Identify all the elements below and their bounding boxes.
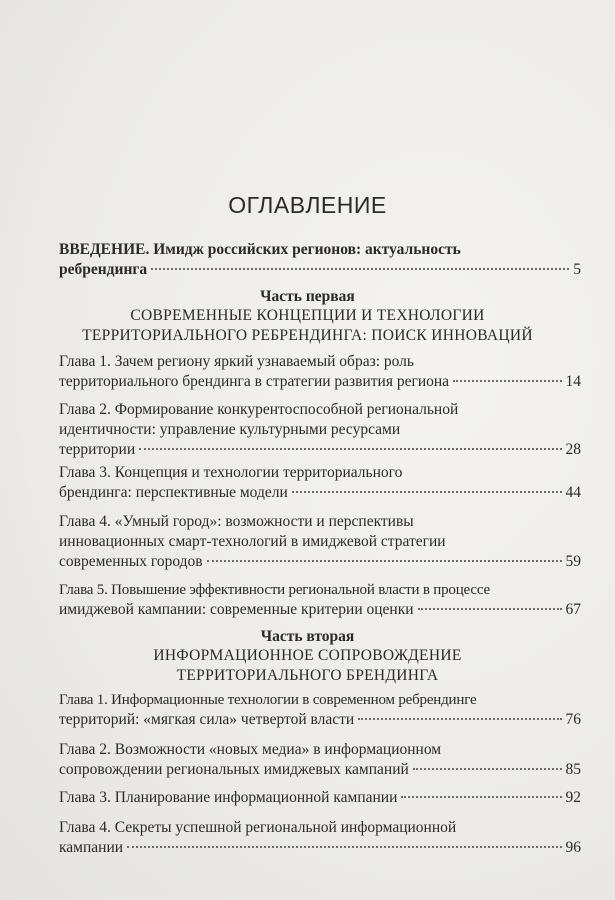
toc-entry-line: идентичности: управление культурными ресурсами — [59, 421, 401, 438]
toc-entry-text: сопровождении региональных имиджевых кампаний — [59, 761, 409, 778]
intro-line-text: ребрендинга — [59, 261, 148, 278]
toc-entry-line — [59, 240, 581, 260]
toc-entry-last-line — [59, 260, 581, 280]
toc-entry-line: Глава 5. Повышение эффективности региональной власти в процессе — [59, 582, 490, 598]
page-number: 44 — [565, 484, 581, 501]
page-number: 28 — [565, 441, 581, 458]
toc-entry-intro[interactable] — [59, 240, 581, 280]
dot-leader — [127, 846, 561, 848]
page-number: 14 — [565, 373, 581, 390]
toc-entry-text: Глава 3. Планирование информационной кампании — [59, 789, 398, 806]
intro-line-text: Имидж российских регионов: актуальность — [149, 241, 461, 258]
page-number: 67 — [565, 601, 581, 618]
toc-entry-last-line — [59, 372, 581, 392]
toc-entry[interactable] — [59, 740, 581, 780]
intro-bold-label: ВВЕДЕНИЕ. — [59, 241, 150, 258]
part-heading — [0, 646, 615, 686]
toc-entry-line: Глава 1. Зачем региону яркий узнаваемый образ: роль — [59, 353, 414, 370]
toc-entry[interactable] — [59, 512, 581, 572]
toc-entry-last-line — [59, 600, 581, 620]
toc-entry[interactable] — [59, 463, 581, 503]
toc-entry-text: территории — [59, 441, 136, 458]
page-number: 59 — [565, 553, 581, 570]
toc-entry[interactable] — [59, 818, 581, 858]
toc-entry-line: Глава 3. Концепция и технологии территориального — [59, 464, 403, 481]
toc-entry-line: Глава 2. Формирование конкурентоспособной региональной — [59, 401, 459, 418]
toc-entry-text: территорий: «мягкая сила» четвертой власти — [59, 711, 355, 728]
toc-entry-last-line — [59, 710, 581, 730]
toc-entry[interactable] — [59, 400, 581, 460]
toc-entry-last-line — [59, 483, 581, 503]
dot-leader — [139, 448, 561, 450]
part-label: Часть вторая — [260, 628, 355, 645]
toc-entry-last-line — [59, 760, 581, 780]
toc-entry-line: инновационных смарт-технологий в имиджевой стратегии — [59, 533, 446, 550]
page-number: 76 — [565, 711, 581, 728]
page-number: 5 — [573, 261, 581, 278]
part-heading-line: ИНФОРМАЦИОННОЕ СОПРОВОЖДЕНИЕ — [153, 647, 462, 664]
dot-leader — [401, 796, 561, 798]
toc-entry[interactable] — [59, 352, 581, 392]
toc-entry-last-line — [59, 838, 581, 858]
page-number: 85 — [565, 761, 581, 778]
part-heading-line: ТЕРРИТОРИАЛЬНОГО БРЕНДИНГА — [176, 667, 439, 684]
toc-entry-text: современных городов — [59, 553, 203, 570]
toc-entry-text: брендинга: перспективные модели — [59, 484, 288, 501]
dot-leader — [418, 608, 562, 610]
page-number: 92 — [565, 789, 581, 806]
dot-leader — [453, 380, 561, 382]
toc-entry-line: Глава 4. «Умный город»: возможности и перспективы — [59, 513, 414, 530]
toc-entry[interactable] — [59, 690, 581, 730]
dot-leader — [292, 491, 562, 493]
toc-entry-last-line — [59, 552, 581, 572]
toc-entry-last-line — [59, 440, 581, 460]
toc-entry[interactable] — [59, 580, 581, 620]
dot-leader — [151, 268, 569, 270]
toc-entry-line: Глава 2. Возможности «новых медиа» в информационном — [59, 741, 442, 758]
dot-leader — [207, 560, 562, 562]
toc-entry-text: территориального брендинга в стратегии развития региона — [59, 373, 450, 390]
toc-entry[interactable] — [59, 788, 581, 808]
toc-entry-line: Глава 4. Секреты успешной региональной информационной — [59, 819, 457, 836]
toc-entry-text: имиджевой кампании: современные критерии оценки — [59, 601, 414, 618]
page-title: ОГЛАВЛЕНИЕ — [228, 192, 387, 218]
toc-entry-text: кампании — [59, 839, 124, 856]
part-heading-line: ТЕРРИТОРИАЛЬНОГО РЕБРЕНДИНГА: ПОИСК ИННОВАЦИЙ — [82, 327, 533, 344]
part-heading — [0, 306, 615, 346]
dot-leader — [358, 718, 561, 720]
toc-entry-last-line — [59, 788, 581, 808]
toc-entry-line: Глава 1. Информационные технологии в современном ребрендинге — [59, 692, 477, 708]
dot-leader — [413, 768, 562, 770]
part-label: Часть первая — [260, 288, 355, 305]
page-number: 96 — [565, 839, 581, 856]
part-heading-line: СОВРЕМЕННЫЕ КОНЦЕПЦИИ И ТЕХНОЛОГИИ — [130, 307, 485, 324]
